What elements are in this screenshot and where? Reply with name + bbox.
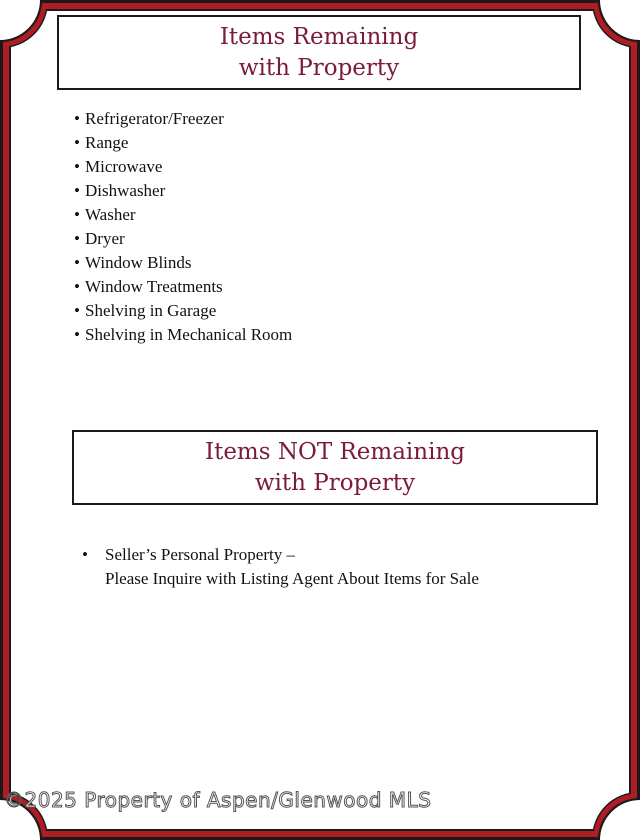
items-remaining-title-line2: with Property [238,54,400,81]
bullet-icon: • [74,205,80,224]
list-item [74,227,292,251]
items-not-remaining-heading-box [72,430,598,505]
list-item-text: Shelving in Garage [85,301,217,320]
bullet-icon: • [74,277,80,296]
list-item-text: Refrigerator/Freezer [85,109,224,128]
list-item-text-line1: Seller’s Personal Property – [105,545,295,564]
bullet-icon: • [74,229,80,248]
list-item [74,179,292,203]
bullet-icon: • [74,109,80,128]
items-remaining-list [74,107,292,347]
bullet-icon: • [74,253,80,272]
bullet-icon: • [74,181,80,200]
list-item [82,543,479,591]
bullet-icon: • [74,133,80,152]
bullet-icon: • [82,545,88,564]
list-item-text: Washer [85,205,136,224]
list-item [74,323,292,347]
list-item-text: Window Blinds [85,253,192,272]
list-item-text: Shelving in Mechanical Room [85,325,293,344]
list-item [74,107,292,131]
list-item [74,299,292,323]
list-item-text: Range [85,133,129,152]
list-item-text: Microwave [85,157,163,176]
list-item [74,131,292,155]
bullet-icon: • [74,157,80,176]
list-item [74,155,292,179]
items-not-remaining-list [82,543,479,591]
items-remaining-heading-box [57,15,581,90]
list-item [74,203,292,227]
copyright-watermark: ©2025 Property of Aspen/Glenwood MLS [4,788,432,812]
list-item-text [105,543,479,591]
list-item-text: Dryer [85,229,125,248]
bullet-icon: • [74,301,80,320]
items-not-remaining-title-line1: Items NOT Remaining [204,438,465,465]
list-item-text: Window Treatments [85,277,223,296]
items-remaining-title-line1: Items Remaining [219,23,419,50]
items-not-remaining-title-line2: with Property [254,469,416,496]
list-item-text: Dishwasher [85,181,166,200]
bullet-icon: • [74,325,80,344]
list-item [74,275,292,299]
list-item-text-line2: Please Inquire with Listing Agent About Items for Sale [105,569,479,588]
list-item [74,251,292,275]
